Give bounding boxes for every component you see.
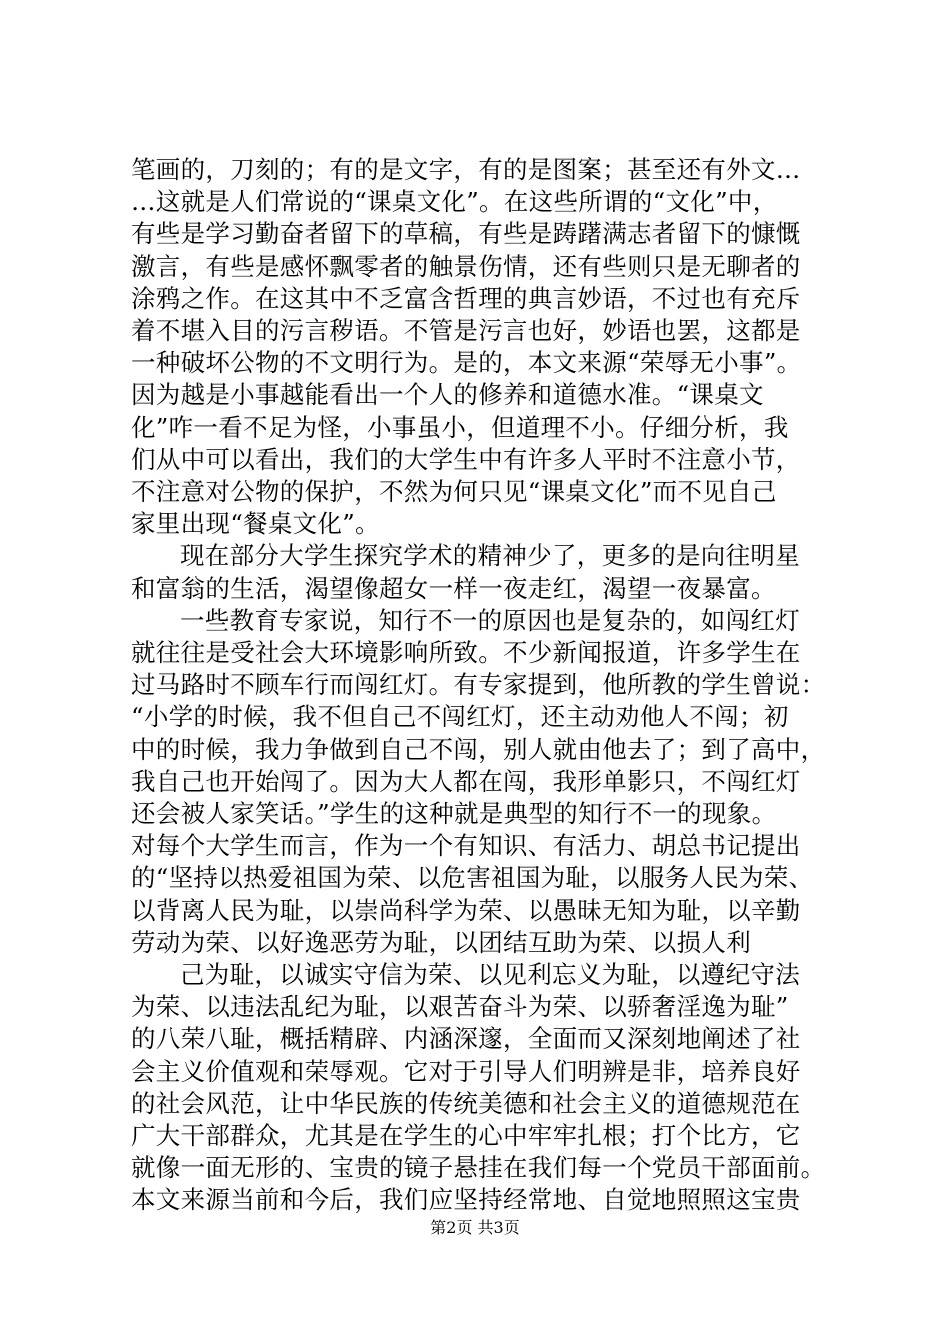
text-line: 的“坚持以热爱祖国为荣、以危害祖国为耻，以服务人民为荣、 bbox=[131, 863, 814, 893]
text-line: 有些是学习勤奋者留下的草稿，有些是踌躇满志者留下的慷慨 bbox=[131, 219, 801, 249]
text-line: 化”咋一看不足为怪，小事虽小，但道理不小。仔细分析，我 bbox=[131, 412, 789, 442]
text-line: 对每个大学生而言，作为一个有知识、有活力、胡总书记提出 bbox=[131, 831, 801, 861]
text-line: 会主义价值观和荣辱观。它对于引导人们明辨是非，培养良好 bbox=[131, 1056, 801, 1086]
text-line: 过马路时不顾车行而闯红灯。有专家提到，他所教的学生曾说： bbox=[131, 670, 826, 700]
text-line: 因为越是小事越能看出一个人的修养和道德水准。“课桌文 bbox=[131, 380, 764, 410]
text-line: 劳动为荣、以好逸恶劳为耻，以团结互助为荣、以损人利 bbox=[131, 927, 751, 957]
text-line: 家里出现“餐桌文化”。 bbox=[131, 509, 380, 539]
text-line: …这就是人们常说的“课桌文化”。在这些所谓的“文化”中， bbox=[131, 187, 778, 217]
text-line: 就往往是受社会大环境影响所致。不少新闻报道，许多学生在 bbox=[131, 638, 801, 667]
text-line: 一些教育专家说，知行不一的原因也是复杂的，如闯红灯 bbox=[180, 605, 800, 635]
text-line: 涂鸦之作。在这其中不乏富含哲理的典言妙语，不过也有充斥 bbox=[131, 283, 801, 313]
text-line: 中的时候，我力争做到自己不闯，别人就由他去了；到了高中， bbox=[131, 734, 826, 764]
text-line: 就像一面无形的、宝贵的镜子悬挂在我们每一个党员干部面前。 bbox=[131, 1153, 826, 1183]
text-line: 笔画的，刀刻的；有的是文字，有的是图案；甚至还有外文… bbox=[131, 155, 801, 184]
text-line: 着不堪入目的污言秽语。不管是污言也好，妙语也罢，这都是 bbox=[131, 316, 801, 345]
text-line: 和富翁的生活，渴望像超女一样一夜走红，渴望一夜暴富。 bbox=[131, 573, 776, 603]
text-line: 以背离人民为耻，以崇尚科学为荣、以愚昧无知为耻，以辛勤 bbox=[131, 895, 801, 925]
text-line: 广大干部群众，尤其是在学生的心中牢牢扎根；打个比方，它 bbox=[131, 1121, 801, 1150]
text-line: “小学的时候，我不但自己不闯红灯，还主动劝他人不闯；初 bbox=[131, 702, 789, 732]
text-line: 还会被人家笑话。”学生的这种就是典型的知行不一的现象。 bbox=[131, 799, 777, 828]
text-line: 的八荣八耻，概括精辟、内涵深邃，全面而又深刻地阐述了社 bbox=[131, 1024, 801, 1054]
text-line: 我自己也开始闯了。因为大人都在闯，我形单影只，不闯红灯 bbox=[131, 766, 801, 796]
text-line: 现在部分大学生探究学术的精神少了，更多的是向往明星 bbox=[180, 541, 800, 571]
text-line: 一种破坏公物的不文明行为。是的，本文来源“荣辱无小事”。 bbox=[131, 348, 802, 378]
text-line: 本文来源当前和今后，我们应坚持经常地、自觉地照照这宝贵 bbox=[131, 1185, 801, 1215]
text-line: 的社会风范，让中华民族的传统美德和社会主义的道德规范在 bbox=[131, 1088, 801, 1118]
text-line: 激言，有些是感怀飘零者的触景伤情，还有些则只是无聊者的 bbox=[131, 251, 801, 281]
page-footer: 第2页 共3页 bbox=[430, 1218, 520, 1237]
text-line: 们从中可以看出，我们的大学生中有许多人平时不注意小节， bbox=[131, 444, 801, 474]
text-line: 己为耻，以诚实守信为荣、以见利忘义为耻，以遵纪守法 bbox=[180, 960, 800, 989]
text-line: 为荣、以违法乱纪为耻，以艰苦奋斗为荣、以骄奢淫逸为耻” bbox=[131, 992, 789, 1022]
text-line: 不注意对公物的保护，不然为何只见“课桌文化”而不见自己 bbox=[131, 477, 777, 506]
